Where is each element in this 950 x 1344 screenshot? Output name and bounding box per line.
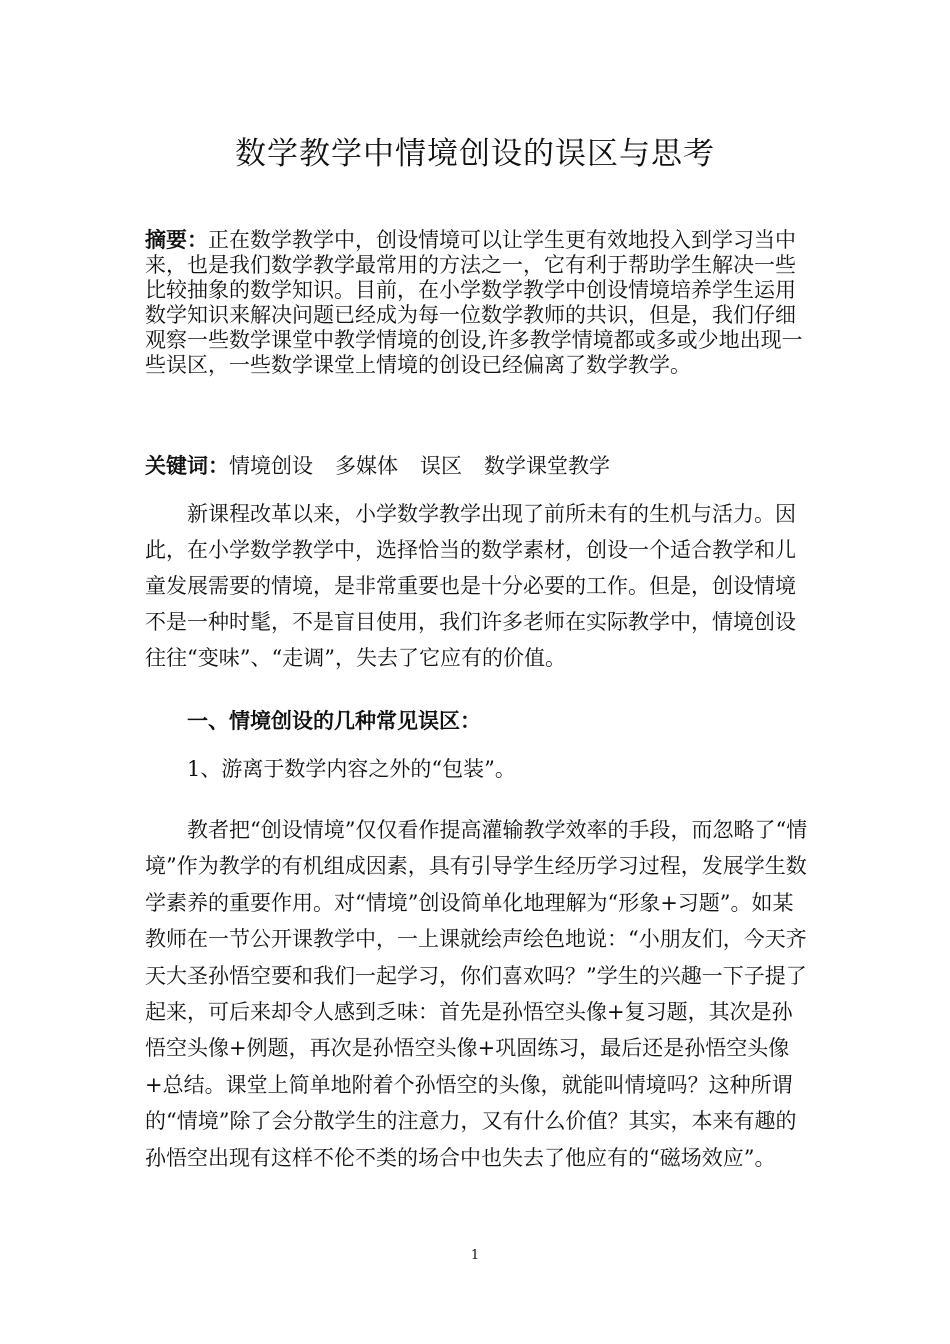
page-number: 1 <box>470 1248 480 1263</box>
subsection-heading: 1、游离于数学内容之外的“包装”。 <box>187 757 516 781</box>
keyword-item: 数学课堂教学 <box>484 454 610 478</box>
body-paragraph-block <box>145 812 810 1176</box>
abstract-label: 摘要： <box>145 228 208 252</box>
abstract-block <box>145 228 810 378</box>
keywords-label: 关键词： <box>145 454 229 478</box>
intro-paragraph-block <box>145 496 810 676</box>
body-paragraph: 教者把“创设情境”仅仅看作提高灌输教学效率的手段，而忽略了“情境”作为教学的有机组成因素，具有引导学生经历学习过程，发展学生数学素养的重要作用。对“情境”创设简单化地理解为“形象+习题”。如某教师在一节公开课教学中，一上课就绘声绘色地说：“小朋友们，今天齐天大圣孙悟空要和我们一起学习，你们喜欢吗？”学生的兴趣一下子提了起来，可后来却令人感到乏味：首先是孙悟空头像+复习题，其次是孙悟空头像+例题，再次是孙悟空头像+巩固练习，最后还是孙悟空头像+总结。课堂上简单地附着个孙悟空的头像，就能叫情境吗？这种所谓的“情境”除了会分散学生的注意力，又有什么价值？其实，本来有趣的孙悟空出现有这样不伦不类的场合中也失去了他应有的“磁场效应”。 <box>145 818 808 1170</box>
keywords-block <box>145 452 810 480</box>
keyword-item: 情境创设 <box>229 454 313 478</box>
section-heading-block <box>145 706 810 736</box>
document-title: 数学教学中情境创设的误区与思考 <box>235 136 715 172</box>
abstract-text: 正在数学教学中，创设情境可以让学生更有效地投入到学习当中来，也是我们数学教学最常用的方法之一，它有利于帮助学生解决一些比较抽象的数学知识。目前，在小学数学教学中创设情境培养学生运用数学知识来解决问题已经成为每一位数学教师的共识，但是，我们仔细观察一些数学课堂中教学情境的创设,许多教学情境都或多或少地出现一些误区，一些数学课堂上情境的创设已经偏离了数学教学。 <box>145 228 803 377</box>
subsection-heading-block <box>145 754 810 784</box>
intro-paragraph: 新课程改革以来，小学数学教学出现了前所未有的生机与活力。因此，在小学数学教学中，选择恰当的数学素材，创设一个适合教学和儿童发展需要的情境，是非常重要也是十分必要的工作。但是，创设情境不是一种时髦，不是盲目使用，我们许多老师在实际教学中，情境创设往往“变味”、“走调”，失去了它应有的价值。 <box>145 502 796 670</box>
keyword-item: 误区 <box>420 454 462 478</box>
section-heading: 一、情境创设的几种常见误区： <box>187 709 481 733</box>
keyword-item: 多媒体 <box>335 454 398 478</box>
